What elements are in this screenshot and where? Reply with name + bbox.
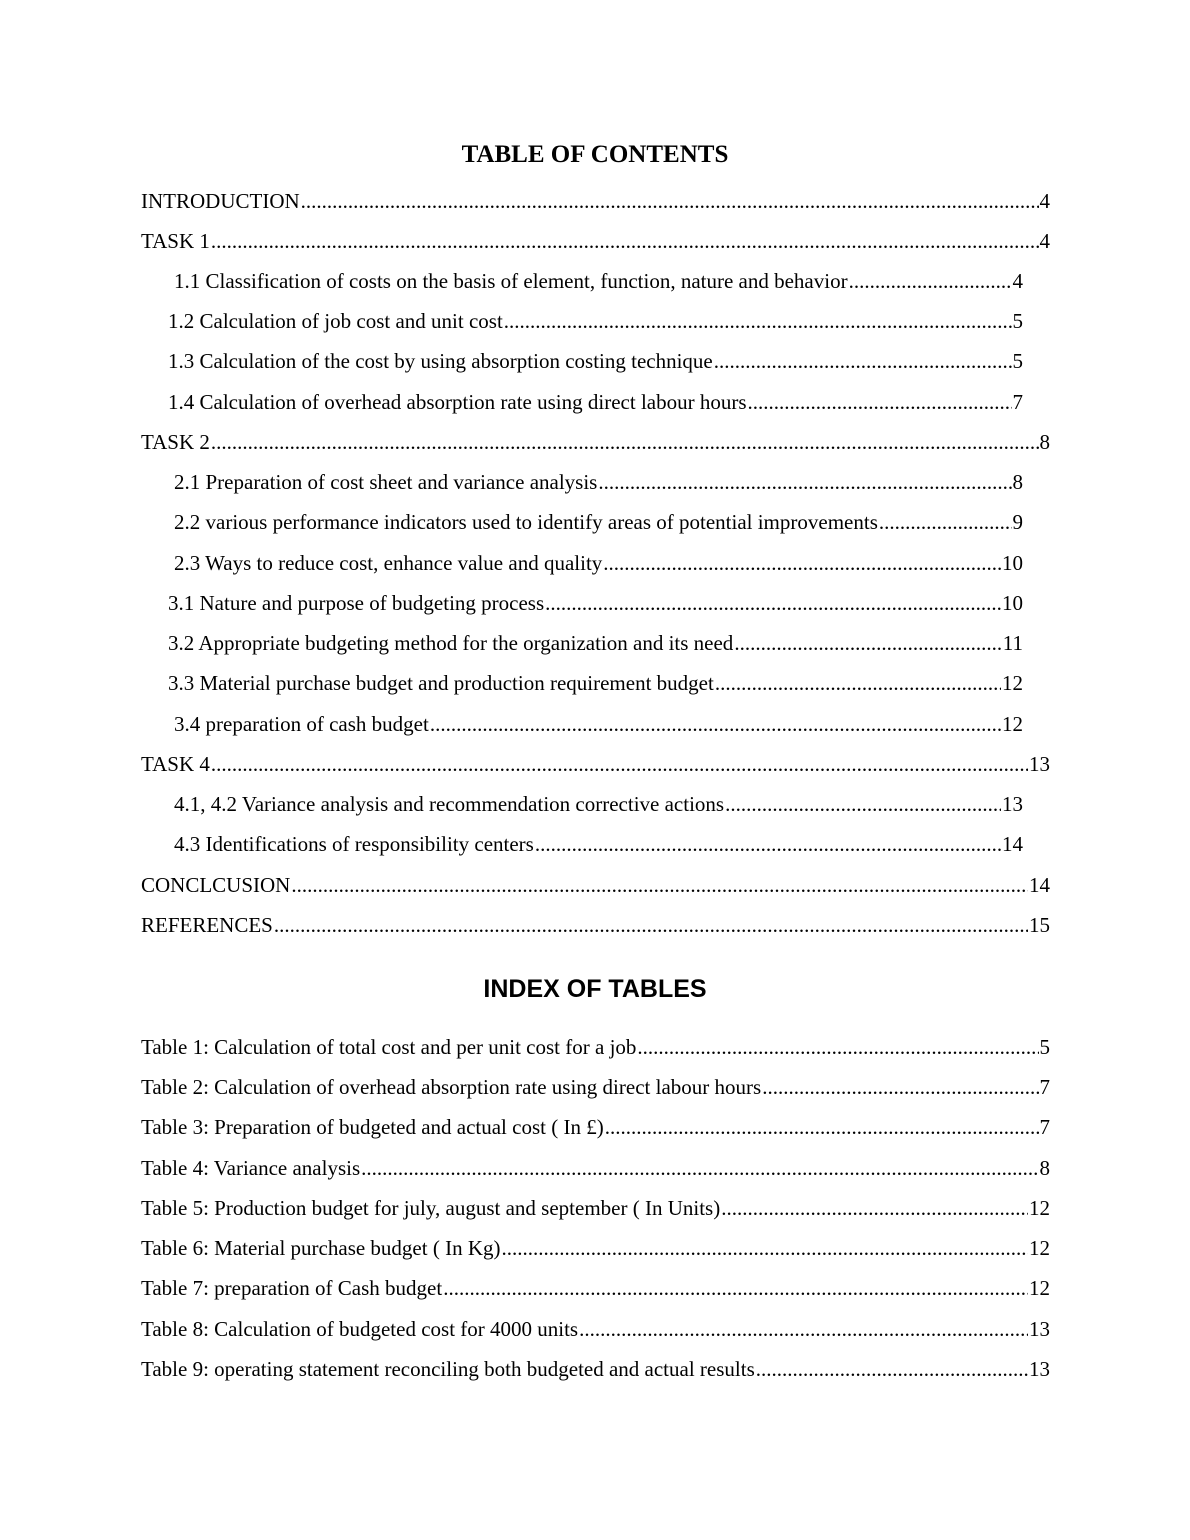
- toc-entry-page: 8: [1039, 430, 1050, 454]
- table-index-label: Table 1: Calculation of total cost and per unit cost for a job: [141, 1035, 637, 1059]
- toc-entry[interactable]: [168, 669, 1023, 697]
- table-index-entry[interactable]: [141, 1194, 1050, 1222]
- table-index-page: 13: [1029, 1317, 1050, 1341]
- table-index-entry[interactable]: [141, 1154, 1050, 1182]
- table-index-entry[interactable]: [141, 1274, 1050, 1302]
- toc-entry-label: CONCLCUSION: [141, 873, 291, 897]
- dot-leader: [714, 347, 1012, 375]
- toc-entry-page: 15: [1029, 913, 1050, 937]
- toc-entry-page: 13: [1029, 752, 1050, 776]
- table-index-entry[interactable]: [141, 1073, 1050, 1101]
- dot-leader: [291, 871, 1028, 899]
- toc-entry-label: 3.1 Nature and purpose of budgeting process: [168, 591, 545, 615]
- dot-leader: [535, 830, 1001, 858]
- dot-leader: [579, 1315, 1028, 1343]
- dot-leader: [849, 267, 1012, 295]
- dot-leader: [715, 669, 1001, 697]
- toc-entry-label: TASK 4: [141, 752, 210, 776]
- dot-leader: [734, 629, 1001, 657]
- toc-entry[interactable]: [168, 589, 1023, 617]
- toc-entry-label: REFERENCES: [141, 913, 273, 937]
- toc-entry-page: 12: [1002, 671, 1023, 695]
- toc-entry[interactable]: [141, 428, 1050, 456]
- toc-entry-label: 3.2 Appropriate budgeting method for the organization and its need: [168, 631, 734, 655]
- dot-leader: [637, 1033, 1038, 1061]
- toc-entry[interactable]: [174, 790, 1023, 818]
- toc-entry-label: TASK 1: [141, 229, 210, 253]
- toc-entry-label: 3.3 Material purchase budget and production requirement budget: [168, 671, 714, 695]
- table-index-entry[interactable]: [141, 1033, 1050, 1061]
- toc-entry[interactable]: [141, 227, 1050, 255]
- table-index-page: 7: [1039, 1115, 1050, 1139]
- table-index-page: 7: [1039, 1075, 1050, 1099]
- toc-entry-page: 12: [1002, 712, 1023, 736]
- dot-leader: [545, 589, 1001, 617]
- dot-leader: [603, 549, 1001, 577]
- toc-entry-page: 7: [1012, 390, 1023, 414]
- toc-entry-page: 8: [1012, 470, 1023, 494]
- toc-entry[interactable]: [174, 508, 1023, 536]
- table-index-page: 8: [1039, 1156, 1050, 1180]
- table-index-label: Table 6: Material purchase budget ( In Kg): [141, 1236, 501, 1260]
- toc-entry-label: 3.4 preparation of cash budget: [174, 712, 429, 736]
- toc-entry[interactable]: [168, 388, 1023, 416]
- toc-entry[interactable]: [174, 267, 1023, 295]
- table-index-label: Table 9: operating statement reconciling both budgeted and actual results: [141, 1357, 755, 1381]
- toc-entry-page: 14: [1029, 873, 1050, 897]
- toc-entry-label: 2.2 various performance indicators used to identify areas of potential improvements: [174, 510, 878, 534]
- toc-entry-label: 4.1, 4.2 Variance analysis and recommendation corrective actions: [174, 792, 725, 816]
- toc-entry-page: 5: [1012, 349, 1023, 373]
- dot-leader: [211, 428, 1039, 456]
- dot-leader: [756, 1355, 1028, 1383]
- table-index-label: Table 4: Variance analysis: [141, 1156, 361, 1180]
- dot-leader: [725, 790, 1001, 818]
- toc-entry-label: 2.1 Preparation of cost sheet and variance analysis: [174, 470, 598, 494]
- toc-entry[interactable]: [168, 347, 1023, 375]
- toc-entry-page: 9: [1012, 510, 1023, 534]
- dot-leader: [748, 388, 1012, 416]
- toc-entry-page: 10: [1002, 551, 1023, 575]
- toc-title: TABLE OF CONTENTS: [461, 141, 729, 168]
- tables-index-title: INDEX OF TABLES: [483, 975, 707, 1003]
- table-index-page: 13: [1029, 1357, 1050, 1381]
- toc-entry[interactable]: [168, 629, 1023, 657]
- toc-entry[interactable]: [141, 750, 1050, 778]
- toc-entry-page: 11: [1002, 631, 1023, 655]
- toc-entry[interactable]: [174, 710, 1023, 738]
- table-index-entry[interactable]: [141, 1113, 1050, 1141]
- table-index-page: 12: [1029, 1196, 1050, 1220]
- dot-leader: [598, 468, 1011, 496]
- toc-entry-page: 10: [1002, 591, 1023, 615]
- dot-leader: [501, 1234, 1028, 1262]
- dot-leader: [879, 508, 1012, 536]
- toc-entry-page: 4: [1039, 189, 1050, 213]
- toc-entry-label: 4.3 Identifications of responsibility centers: [174, 832, 534, 856]
- toc-entry-page: 5: [1012, 309, 1023, 333]
- table-index-entry[interactable]: [141, 1315, 1050, 1343]
- toc-entry[interactable]: [174, 830, 1023, 858]
- dot-leader: [721, 1194, 1028, 1222]
- table-index-page: 5: [1039, 1035, 1050, 1059]
- dot-leader: [274, 911, 1028, 939]
- toc-entry-label: 2.3 Ways to reduce cost, enhance value and quality: [174, 551, 603, 575]
- toc-entry-label: 1.3 Calculation of the cost by using absorption costing technique: [168, 349, 713, 373]
- dot-leader: [211, 750, 1028, 778]
- toc-entry-page: 14: [1002, 832, 1023, 856]
- dot-leader: [301, 187, 1039, 215]
- toc-entry-page: 4: [1012, 269, 1023, 293]
- dot-leader: [361, 1154, 1038, 1182]
- table-index-label: Table 7: preparation of Cash budget: [141, 1276, 443, 1300]
- table-index-label: Table 5: Production budget for july, august and september ( In Units): [141, 1196, 721, 1220]
- table-index-entry[interactable]: [141, 1355, 1050, 1383]
- toc-entry[interactable]: [174, 549, 1023, 577]
- dot-leader: [605, 1113, 1039, 1141]
- toc-entry-page: 4: [1039, 229, 1050, 253]
- toc-entry[interactable]: [168, 307, 1023, 335]
- toc-entry-label: 1.2 Calculation of job cost and unit cost: [168, 309, 503, 333]
- toc-entry[interactable]: [174, 468, 1023, 496]
- dot-leader: [211, 227, 1039, 255]
- toc-entry-label: INTRODUCTION: [141, 189, 300, 213]
- table-index-entry[interactable]: [141, 1234, 1050, 1262]
- toc-entry-label: 1.4 Calculation of overhead absorption rate using direct labour hours: [168, 390, 747, 414]
- table-index-label: Table 8: Calculation of budgeted cost for 4000 units: [141, 1317, 579, 1341]
- dot-leader: [430, 710, 1001, 738]
- toc-entry-page: 13: [1002, 792, 1023, 816]
- table-index-page: 12: [1029, 1276, 1050, 1300]
- toc-entry[interactable]: [141, 911, 1050, 939]
- table-index-label: Table 2: Calculation of overhead absorption rate using direct labour hours: [141, 1075, 762, 1099]
- toc-entry[interactable]: [141, 187, 1050, 215]
- toc-entry-label: TASK 2: [141, 430, 210, 454]
- dot-leader: [443, 1274, 1028, 1302]
- dot-leader: [504, 307, 1012, 335]
- toc-entry-label: 1.1 Classification of costs on the basis of element, function, nature and behavior: [174, 269, 848, 293]
- table-index-label: Table 3: Preparation of budgeted and actual cost ( In £): [141, 1115, 604, 1139]
- dot-leader: [762, 1073, 1038, 1101]
- table-index-page: 12: [1029, 1236, 1050, 1260]
- toc-entry[interactable]: [141, 871, 1050, 899]
